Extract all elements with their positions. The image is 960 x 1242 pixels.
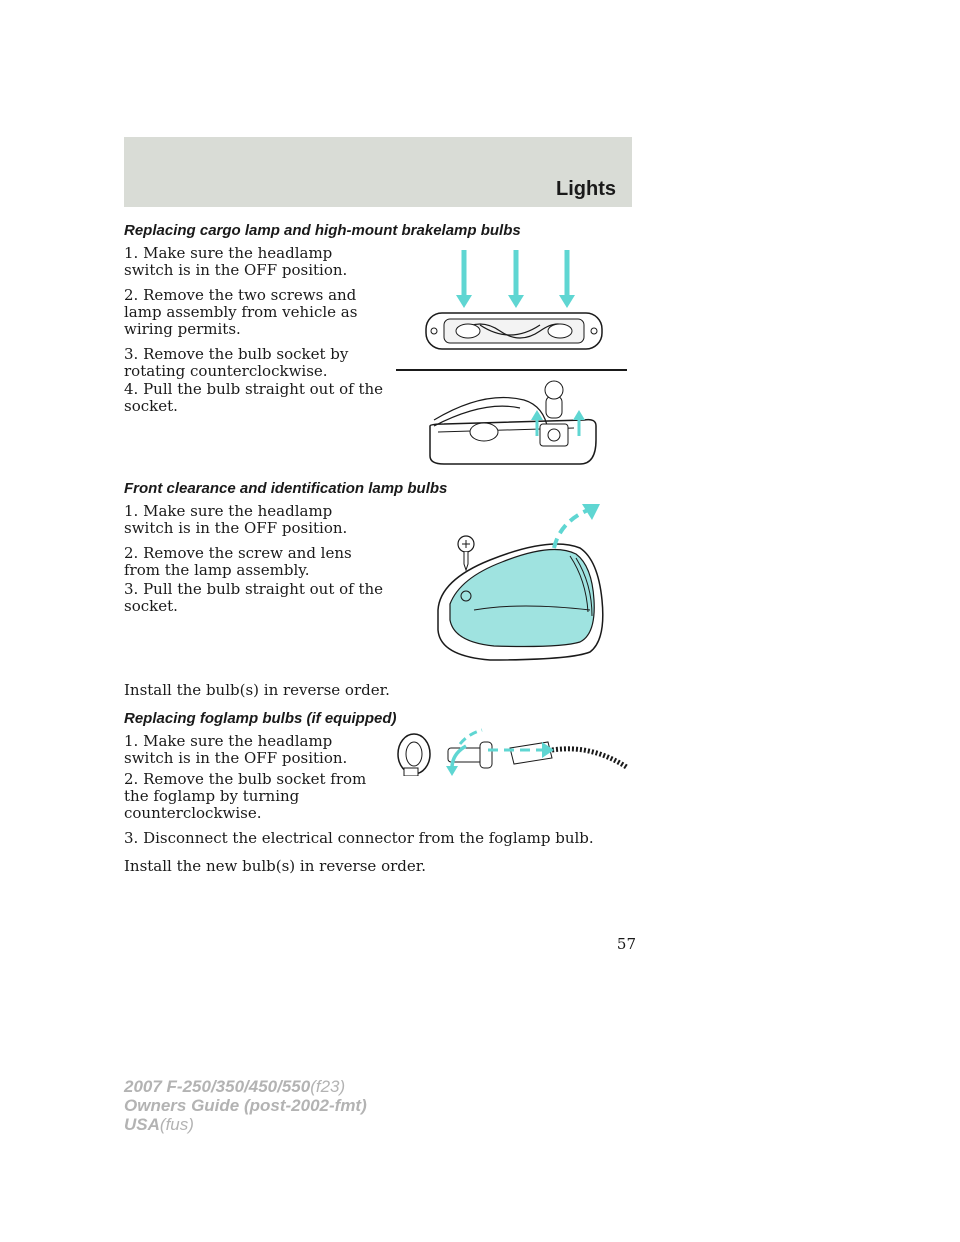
down-arrow-icon [559,250,575,308]
step-text: 1. Make sure the headlamp switch is in the OFF position. [124,244,348,279]
footer-model: 2007 F-250/350/450/550 [124,1077,311,1096]
step-text: 4. Pull the bulb straight out of the socket. [124,380,384,415]
footer-market-code: (fus) [159,1115,194,1134]
footer-line-2 [124,1096,367,1115]
step-text: 1. Make sure the headlamp switch is in the OFF position. [124,732,348,767]
step-text: 2. Remove the bulb socket from the foglamp by turning counterclockwise. [124,770,367,822]
step-text: 3. Pull the bulb straight out of the socket. [124,580,384,615]
rotate-arrow-icon [554,504,600,548]
closing-text: Install the new bulb(s) in reverse order. [124,857,427,875]
foglamp-illustration [392,728,636,776]
footer-market: USA [124,1115,160,1134]
document-footer [124,1077,367,1134]
section-heading-foglamp: Replacing foglamp bulbs (if equipped) [124,710,397,727]
page-section-title: Lights [556,178,616,200]
down-arrow-icon [456,250,472,308]
down-arrow-icon [508,250,524,308]
footer-line-1 [124,1077,367,1096]
step-text: 2. Remove the two screws and lamp assembly from vehicle as wiring permits. [124,286,358,338]
step-text: 1. Make sure the headlamp switch is in the OFF position. [124,502,348,537]
page-number: 57 [616,935,636,953]
clearance-lamp-illustration [430,500,610,670]
screw-icon [458,536,474,570]
closing-text: Install the bulb(s) in reverse order. [124,681,390,699]
step-text: 3. Disconnect the electrical connector from the foglamp bulb. [124,829,594,847]
section-heading-clearance-lamp: Front clearance and identification lamp bulbs [124,480,448,497]
bulb-socket-illustration [424,380,604,468]
footer-code: (f23) [310,1077,346,1096]
section-heading-cargo-lamp: Replacing cargo lamp and high-mount brakelamp bulbs [124,222,521,239]
footer-guide: Owners Guide (post-2002-fmt) [124,1096,367,1115]
footer-line-3 [124,1115,367,1134]
step-text: 3. Remove the bulb socket by rotating counterclockwise. [124,345,349,380]
figure-divider [396,369,627,371]
step-text: 2. Remove the screw and lens from the lamp assembly. [124,544,352,579]
header-band [124,137,632,207]
cargo-lamp-illustration [420,245,610,365]
